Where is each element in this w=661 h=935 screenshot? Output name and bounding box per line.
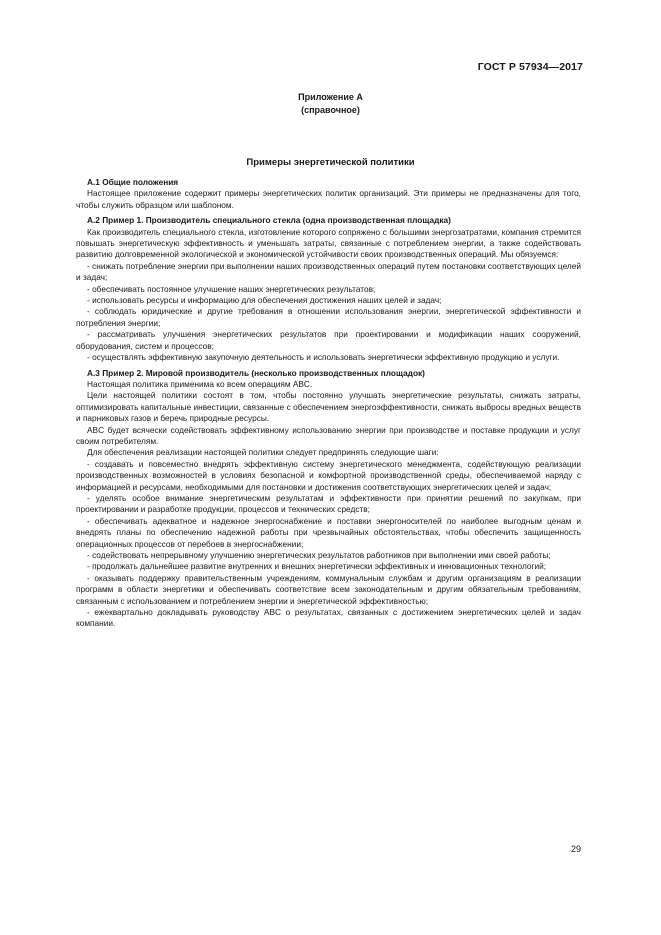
list-item: - использовать ресурсы и информацию для обеспечения достижения наших целей и задач; [87,295,442,306]
main-title: Примеры энергетической политики [246,157,415,168]
list-item: - содействовать непрерывному улучшению энергетических результатов работников при выполнении ими своей работы; [87,550,551,560]
list-item: - осуществлять эффективную закупочную деятельность и использовать энергетически эффективную продукцию и услуги. [87,352,560,363]
list-item: - уделять особое внимание энергетическим результатам и эффективности при принятии решений по закупкам, при проектировании и разработке продукции, процессов и технических средств; [76,492,581,515]
page-number: 29 [570,844,581,854]
list-item: - обеспечивать постоянное улучшение наших энергетических результатов; [87,283,376,294]
list-item: - обеспечивать адекватное и надежное энергоснабжение и поставки энергоносителей по наиболее выгодным ценам и внедрять планы по обеспечению надежной работы при чрезвычайных обстоятельствах, чтобы обеспечить защищенность операционных процессов от перебоев в энергоснабжении; [76,515,581,549]
section-heading-a1: А.1 Общие положения [87,177,179,187]
appendix-header [0,91,661,117]
document-code: ГОСТ Р 57934—2017 [477,61,583,73]
list-item: - продолжать дальнейшее развитие внутренних и внешних энергетически эффективных и инновационных технологий; [87,561,547,572]
list-item: - ежеквартально докладывать руководству ABC о результатах, связанных с достижением энергетических целей и задач компании. [76,607,581,629]
section-heading-a2: А.2 Пример 1. Производитель специального стекла (одна производственная площадка) [87,215,451,226]
list-item: - рассматривать улучшения энергетических результатов при проектировании и модификации наших сооружений, оборудования, систем и процессов; [76,329,581,351]
appendix-subtitle: (справочное) [301,105,360,115]
list-item: - создавать и повсеместно внедрять эффективную систему энергетического менеджмента, содействующую реализации производственных возможностей в условиях безопасной и комфортной производственной среды, обеспечиваемой наряду с информацией и ресурсами, необходимыми для постановки и достижения соответствующих энергетических целей и задач; [76,458,581,492]
paragraph: Настоящее приложение содержит примеры энергетических политик организаций. Эти примеры не предназначены для того, чтобы служить образцом или шаблоном. [76,188,581,210]
paragraph: Для обеспечения реализации настоящей политики следует предпринять следующие шаги: [87,447,439,458]
list-item: - оказывать поддержку правительственным учреждениям, коммунальным службам и другим организациям в реализации программ в области энергетики и обеспечивать соответствие всем законодательным и другим обязательным требованиям, связанным с использованием и потреблением энергии и энергетической эффективностью; [76,572,581,606]
paragraph: Как производитель специального стекла, изготовление которого сопряжено с большими энергозатратами, компания стремится повышать энергетическую эффективность и уменьшать затраты, связанные с потреблением энергии, а также содействовать развитию долговременной экологической и экономической устойчивости своих производственных операций. Мы обязуемся: [76,226,581,260]
list-item: - снижать потребление энергии при выполнении наших производственных операций путем постановки соответствующих целей и задач; [76,260,581,283]
paragraph: ABC будет всячески содействовать эффективному использованию энергии при производстве и поставке продукции и услуг своим потребителям. [76,424,581,446]
paragraph: Настоящая политика применима ко всем операциям ABC. [87,378,313,389]
document-body [76,177,581,630]
paragraph: Цели настоящей политики состоят в том, чтобы постоянно улучшать энергетические результаты, снижать затраты, оптимизировать капитальные инвестиции, связанные с обеспечением энергоэффективности, снижать выбросы вредных веществ и парниковых газов и беречь природные ресурсы. [76,390,581,424]
appendix-title: Приложение А [298,92,363,102]
list-item: - соблюдать юридические и другие требования в отношении использования энергии, энергетической эффективности и потребления энергии; [76,306,581,328]
section-heading-a3: А.3 Пример 2. Мировой производитель (несколько производственных площадок) [87,367,425,378]
